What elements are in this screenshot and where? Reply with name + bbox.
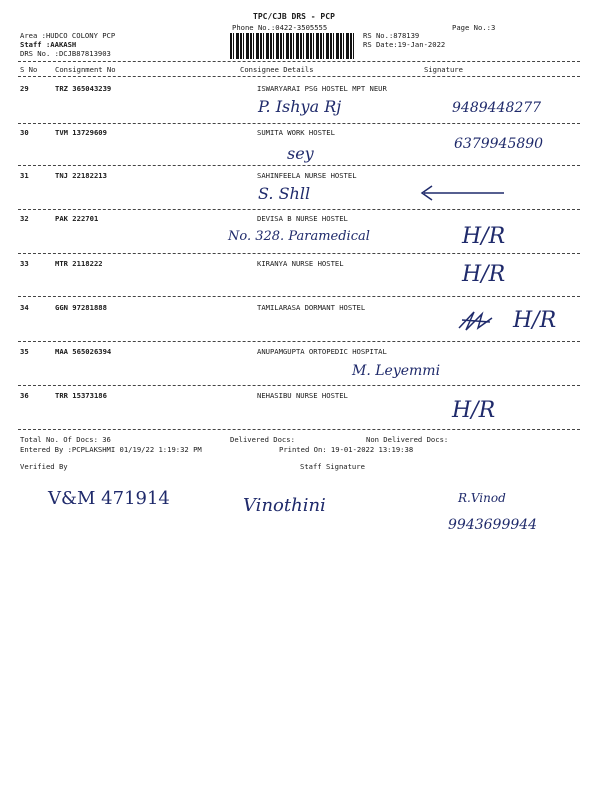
row-consignment: PAK 222701 [55, 214, 99, 223]
row-hr-note: H/R [462, 224, 506, 249]
row-signature: S. Shll [258, 184, 311, 203]
scribble-icon [456, 308, 496, 334]
row-consignee: KIRANYA NURSE HOSTEL [257, 259, 344, 268]
row-consignment: TVM 13729609 [55, 128, 107, 137]
row-sno: 31 [20, 171, 29, 180]
row-signature: sey [287, 144, 314, 163]
row-consignment: TRZ 365043239 [55, 84, 112, 93]
total-docs: Total No. Of Docs: 36 [20, 435, 111, 444]
row-consignment: TRR 15373186 [55, 391, 107, 400]
page-number: Page No.:3 [452, 23, 496, 32]
row-consignment: GGN 97281888 [55, 303, 107, 312]
row-consignee: SAHINFEELA NURSE HOSTEL [257, 171, 357, 180]
row-consignee: ANUPAMGUPTA ORTOPEDIC HOSPITAL [257, 347, 387, 356]
col-header-consignee: Consignee Details [240, 65, 314, 74]
staff-signature: Staff Signature [300, 462, 365, 471]
row-consignment: TNJ 22182213 [55, 171, 107, 180]
row-consignee: DEVISA B NURSE HOSTEL [257, 214, 348, 223]
row-hr-note: H/R [452, 398, 496, 423]
col-header-signature: Signature [424, 65, 463, 74]
non-delivered-docs: Non Delivered Docs: [366, 435, 449, 444]
delivered-docs: Delivered Docs: [230, 435, 295, 444]
row-sno: 35 [20, 347, 29, 356]
row-phone-note: 9489448277 [452, 100, 542, 116]
col-header-consignment: Consignment No [55, 65, 116, 74]
row-signature: No. 328. Paramedical [228, 229, 370, 244]
row-sno: 29 [20, 84, 29, 93]
verified-by: Verified By [20, 462, 68, 471]
arrow-icon [418, 183, 508, 203]
row-sno: 30 [20, 128, 29, 137]
row-signature: M. Leyemmi [352, 363, 441, 379]
row-sno: 36 [20, 391, 29, 400]
row-sno: 33 [20, 259, 29, 268]
row-consignee: TAMILARASA DORMANT HOSTEL [257, 303, 366, 312]
phone-number: Phone No.:0422-3505555 [232, 23, 328, 32]
printed-on: Printed On: 19-01-2022 13:19:38 [279, 445, 414, 454]
row-phone-note: 6379945890 [454, 136, 544, 152]
row-consignment: MTR 2118222 [55, 259, 103, 268]
row-consignee: ISWARYARAI PSG HOSTEL MPT NEUR [257, 84, 387, 93]
rs-number: RS No.:878139 [363, 31, 420, 40]
barcode [230, 33, 355, 59]
entered-by: Entered By :PCPLAKSHMI 01/19/22 1:19:32 PM [20, 445, 202, 454]
area-label: Area :HUDCO COLONY PCP [20, 31, 116, 40]
rvinod-signature: R.Vinod [458, 491, 506, 505]
row-signature: P. Ishya Rj [258, 97, 342, 116]
staff-label: Staff :AAKASH [20, 40, 77, 49]
row-consignee: SUMITA WORK HOSTEL [257, 128, 335, 137]
row-sno: 32 [20, 214, 29, 223]
row-hr-note: H/R [462, 262, 506, 287]
row-consignee: NEHASIBU NURSE HOSTEL [257, 391, 348, 400]
drs-number: DRS No. :DCJB87813903 [20, 49, 111, 58]
row-consignment: MAA 565026394 [55, 347, 112, 356]
rs-date: RS Date:19-Jan-2022 [363, 40, 446, 49]
rvinod-phone: 9943699944 [448, 517, 538, 533]
verifier-signature: V&M 471914 [48, 488, 170, 509]
col-header-sno: S No [20, 65, 38, 74]
staff-handwritten-signature: Vinothini [243, 495, 326, 516]
row-hr-note: H/R [513, 308, 557, 333]
row-sno: 34 [20, 303, 29, 312]
report-title: TPC/CJB DRS - PCP [253, 12, 335, 21]
